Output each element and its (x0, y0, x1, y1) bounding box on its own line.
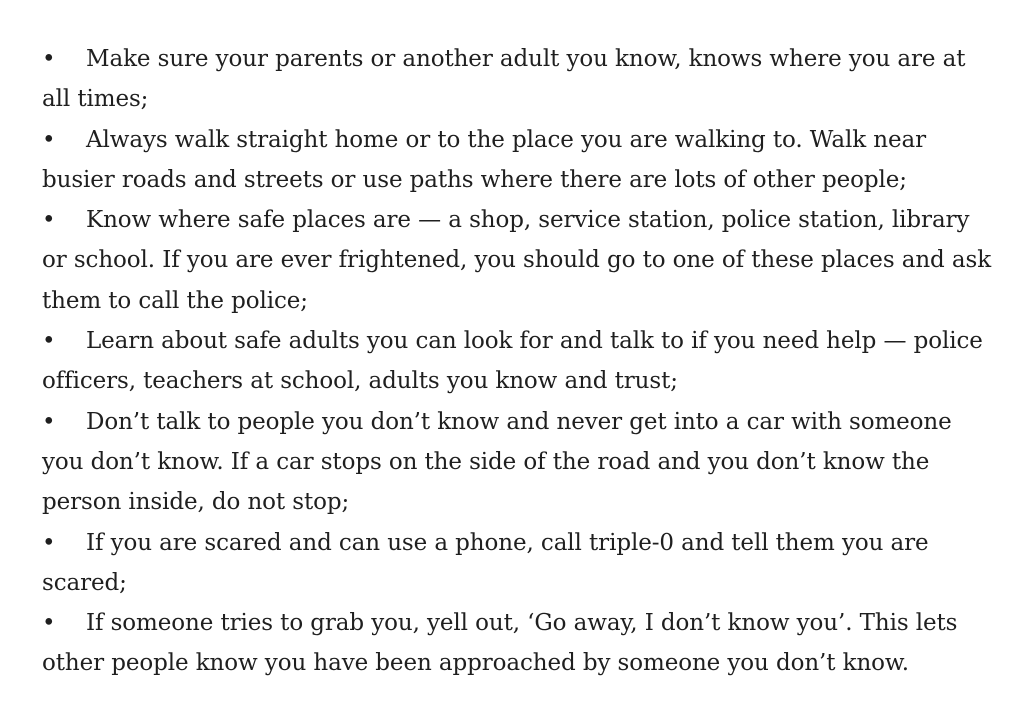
list-item (42, 402, 992, 523)
list-item (42, 200, 992, 321)
safety-tips-list (42, 39, 992, 684)
list-item-text: Make sure your parents or another adult you know, knows where you are at all times; (42, 46, 966, 113)
bullet-icon: • (42, 126, 56, 153)
list-item-text: Learn about safe adults you can look for and talk to if you need help — police officers, teachers at school, adults you know and trust; (42, 328, 983, 395)
bullet-icon: • (42, 529, 56, 556)
list-item-text: Don’t talk to people you don’t know and never get into a car with someone you don’t know. If a car stops on the side of the road and you don’t know the person inside, do not stop; (42, 408, 952, 516)
list-item (42, 39, 992, 120)
list-item-text: If someone tries to grab you, yell out, ‘Go away, I don’t know you’. This lets other people know you have been approached by someone you don’t know. (42, 610, 958, 677)
list-item (42, 523, 992, 604)
bullet-icon: • (42, 328, 56, 355)
list-item (42, 603, 992, 684)
list-item-text: Always walk straight home or to the place you are walking to. Walk near busier roads and streets or use paths where there are lots of other people; (42, 126, 926, 193)
list-item (42, 321, 992, 402)
list-item-text: If you are scared and can use a phone, call triple-0 and tell them you are scared; (42, 529, 929, 596)
bullet-icon: • (42, 610, 56, 637)
bullet-icon: • (42, 207, 56, 234)
list-item-text: Know where safe places are — a shop, service station, police station, library or school. If you are ever frightened, you should go to one of these places and ask them to call the police; (42, 207, 992, 314)
bullet-icon: • (42, 408, 56, 435)
bullet-icon: • (42, 46, 56, 72)
list-item (42, 120, 992, 201)
